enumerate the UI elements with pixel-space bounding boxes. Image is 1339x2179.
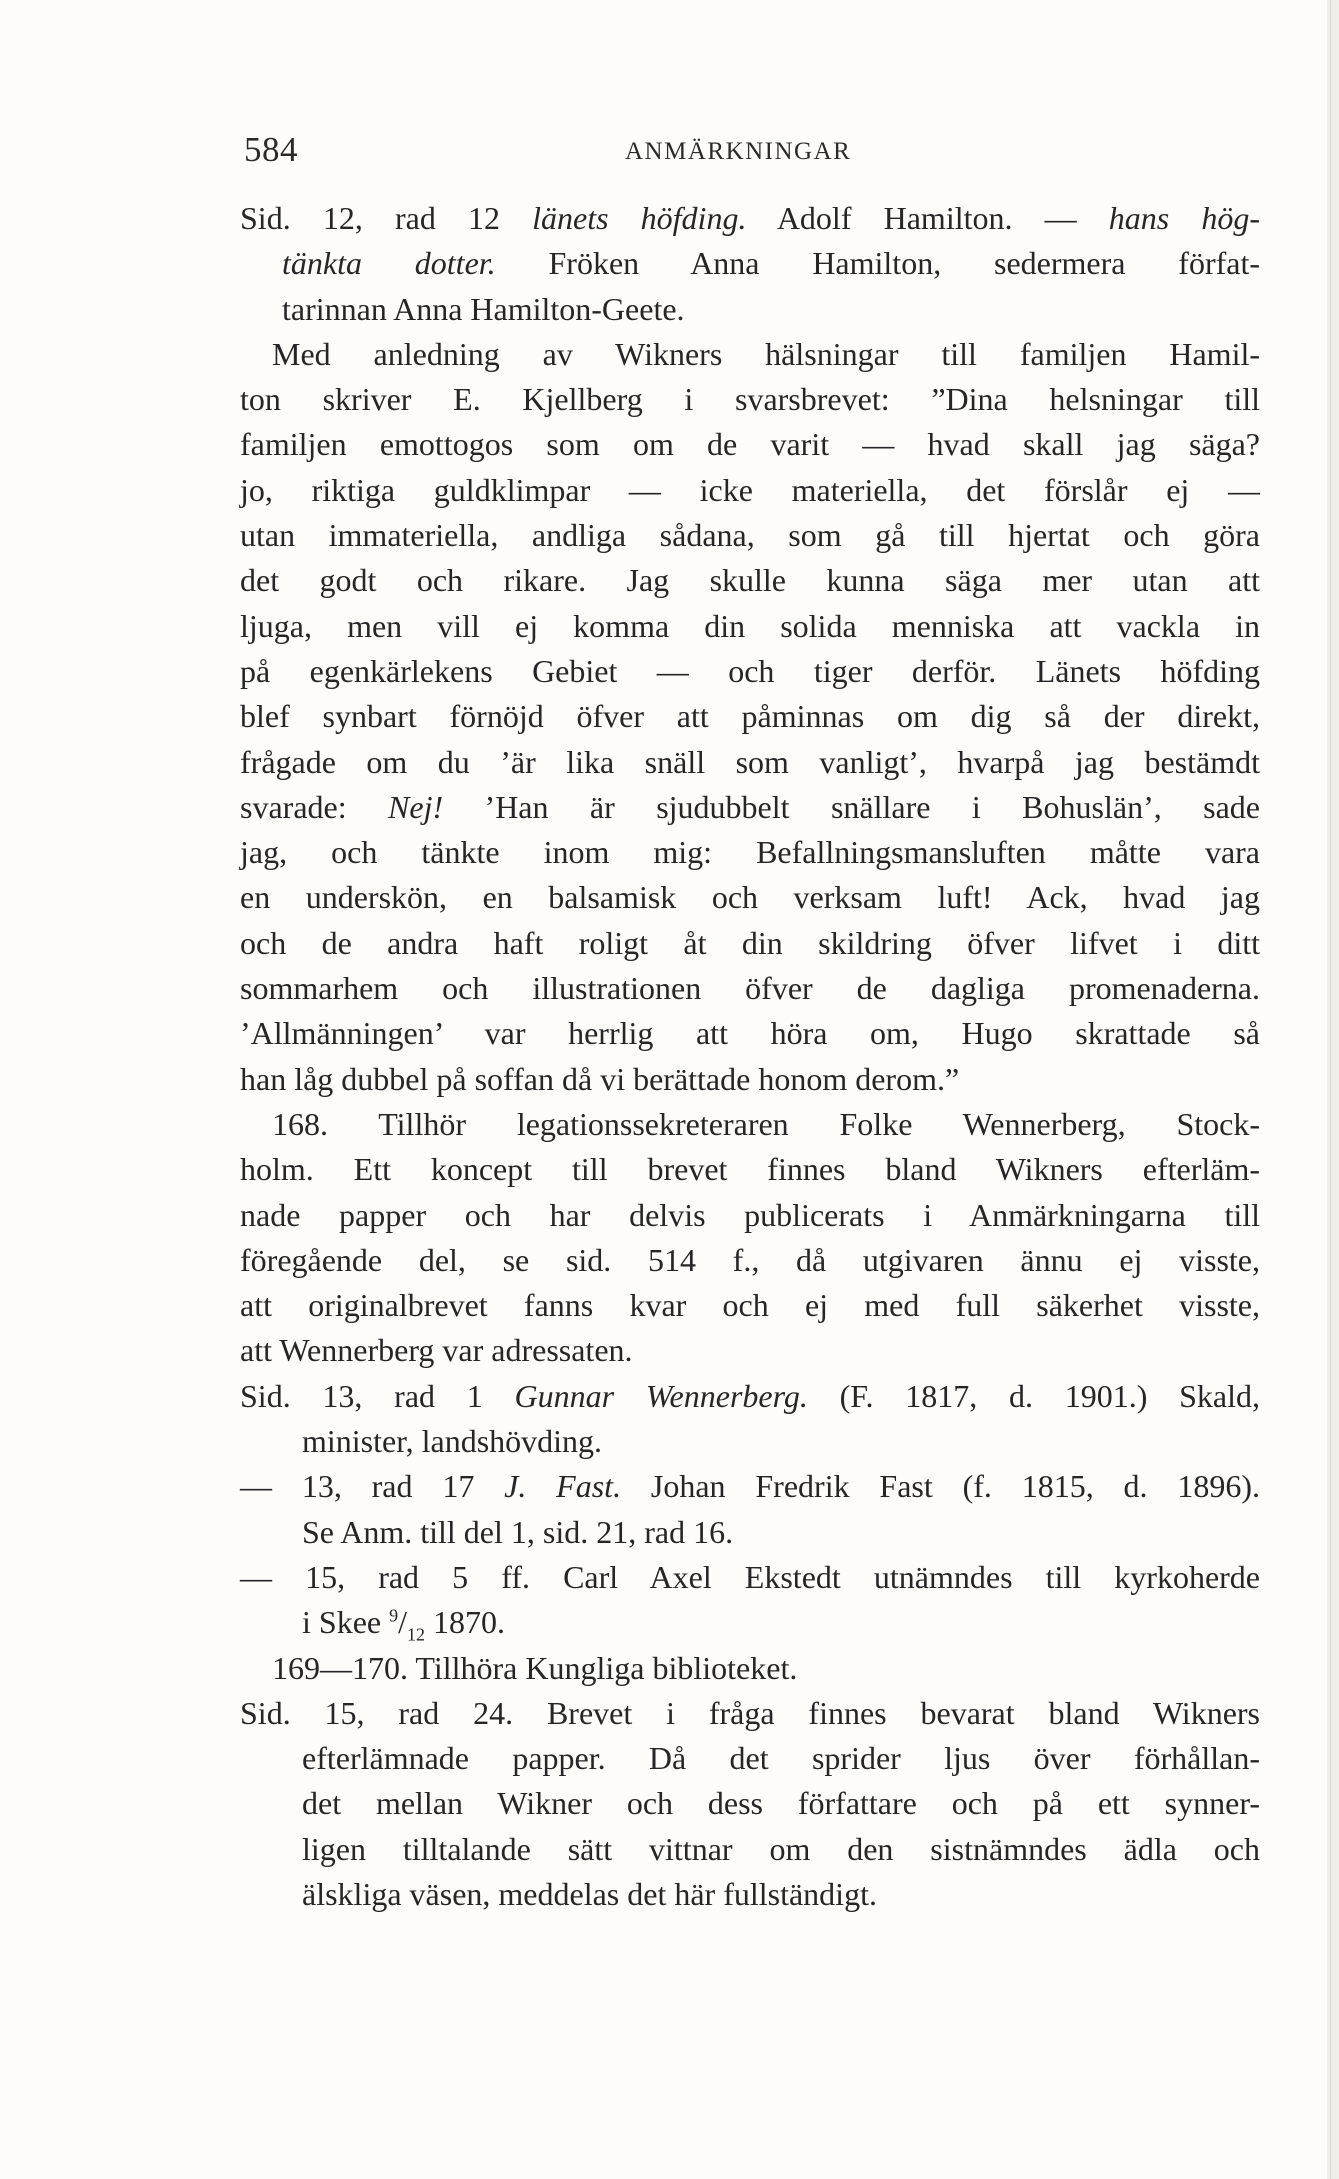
text-run: sommarhem och illustrationen öfver de dagliga promenaderna. xyxy=(240,970,1260,1007)
text-line xyxy=(240,513,1260,558)
text-line xyxy=(240,604,1260,649)
italic-text: hans hög- xyxy=(1108,200,1261,236)
text-line xyxy=(240,1736,1260,1781)
text-line xyxy=(240,1374,1260,1419)
text-line xyxy=(240,785,1260,830)
text-run: ’Han är sjudubbelt snällare i Bohuslän’, sade xyxy=(443,788,1261,825)
page-number: 584 xyxy=(244,130,298,169)
text-run: (F. 1817, d. 1901.) Skald, xyxy=(807,1377,1261,1414)
text-line xyxy=(240,1057,1260,1102)
text-line xyxy=(240,468,1260,513)
text-run: ligen tilltalande sätt vittnar om den sistnämndes ädla och xyxy=(302,1830,1260,1867)
text-run: — 15, rad 5 ff. Carl Axel Ekstedt utnämndes till kyrkoherde xyxy=(240,1558,1260,1595)
text-line xyxy=(240,1691,1260,1736)
text-line xyxy=(240,1464,1260,1509)
text-run: 169—170. Tillhöra Kungliga biblioteket. xyxy=(272,1649,798,1686)
text-run: jag, och tänkte inom mig: Befallningsmansluften måtte vara xyxy=(240,834,1260,871)
text-run: han låg dubbel på soffan då vi berättade honom derom.” xyxy=(240,1060,960,1097)
text-line xyxy=(240,1872,1260,1917)
page-edge xyxy=(1327,0,1339,2179)
text-line xyxy=(240,1646,1260,1691)
text-line xyxy=(240,830,1260,875)
text-run: Johan Fredrik Fast (f. 1815, d. 1896). xyxy=(621,1468,1261,1505)
italic-text: Nej! xyxy=(388,788,444,825)
text-line xyxy=(240,1600,1260,1645)
text-line xyxy=(240,1193,1260,1238)
subscript: 12 xyxy=(406,1624,425,1645)
text-run: minister, landshövding. xyxy=(302,1423,603,1460)
text-line xyxy=(240,966,1260,1011)
text-run: och de andra haft roligt åt din skildring öfver lifvet i ditt xyxy=(240,924,1260,961)
text-run: det mellan Wikner och dess författare och på ett synner- xyxy=(302,1785,1260,1822)
text-run: på egenkärlekens Gebiet — och tiger derför. Länets höfding xyxy=(240,652,1260,689)
text-line xyxy=(240,1011,1260,1056)
text-run: Sid. 12, rad 12 xyxy=(240,200,533,236)
text-run: Sid. 15, rad 24. Brevet i fråga finnes bevarat bland Wikners xyxy=(240,1694,1260,1731)
text-line xyxy=(240,377,1260,422)
italic-text: länets höfding. xyxy=(532,200,747,236)
text-line xyxy=(240,287,1260,332)
text-line xyxy=(240,921,1260,966)
text-run: ljuga, men vill ej komma din solida menniska att vackla in xyxy=(240,607,1260,644)
text-run: / xyxy=(398,1604,407,1641)
text-run: frågade om du ’är lika snäll som vanligt’, hvarpå jag bestämdt xyxy=(240,743,1260,780)
text-line xyxy=(240,875,1260,920)
text-run: älskliga väsen, meddelas det här fullständigt. xyxy=(302,1875,877,1912)
text-line xyxy=(240,1510,1260,1555)
running-head: ANMÄRKNINGAR xyxy=(625,138,852,165)
text-run: holm. Ett koncept till brevet finnes bland Wikners efterläm- xyxy=(240,1151,1260,1188)
text-run: ’Allmänningen’ var herrlig att höra om, Hugo skrattade så xyxy=(240,1015,1260,1052)
text-run: Se Anm. till del 1, sid. 21, rad 16. xyxy=(302,1513,734,1550)
italic-text: tänkta dotter. xyxy=(282,245,496,282)
text-run: 1870. xyxy=(424,1604,505,1641)
text-run: föregående del, se sid. 514 f., då utgivaren ännu ej visste, xyxy=(240,1241,1260,1278)
text-line xyxy=(240,1238,1260,1283)
italic-text: J. Fast. xyxy=(504,1468,622,1505)
text-run: nade papper och har delvis publicerats i Anmärkningarna till xyxy=(240,1196,1260,1233)
text-run: Adolf Hamilton. — xyxy=(746,200,1109,236)
text-run: det godt och rikare. Jag skulle kunna säga mer utan att xyxy=(240,562,1260,599)
text-run: efterlämnade papper. Då det sprider ljus över förhållan- xyxy=(302,1740,1260,1777)
text-line xyxy=(240,558,1260,603)
text-run: Sid. 13, rad 1 xyxy=(240,1377,515,1414)
text-run: att Wennerberg var adressaten. xyxy=(240,1332,633,1369)
text-line xyxy=(240,1147,1260,1192)
text-run: — 13, rad 17 xyxy=(240,1468,505,1505)
text-run: utan immateriella, andliga sådana, som gå till hjertat och göra xyxy=(240,517,1260,554)
text-run: familjen emottogos som om de varit — hvad skall jag säga? xyxy=(240,426,1260,463)
text-line xyxy=(240,1781,1260,1826)
text-line xyxy=(240,1102,1260,1147)
text-run: Med anledning av Wikners hälsningar till familjen Hamil- xyxy=(272,335,1260,372)
text-line xyxy=(240,694,1260,739)
text-line xyxy=(240,422,1260,467)
text-run: blef synbart förnöjd öfver att påminnas om dig så der direkt, xyxy=(240,698,1260,735)
text-run: tarinnan Anna Hamilton-Geete. xyxy=(282,290,685,327)
text-run: en underskön, en balsamisk och verksam luft! Ack, hvad jag xyxy=(240,879,1260,916)
text-line xyxy=(240,196,1260,241)
text-line xyxy=(240,740,1260,785)
text-run: ton skriver E. Kjellberg i svarsbrevet: ”Dina helsningar till xyxy=(240,381,1260,418)
text-line xyxy=(240,1328,1260,1373)
text-line xyxy=(240,1419,1260,1464)
text-run: att originalbrevet fanns kvar och ej med full säkerhet visste, xyxy=(240,1287,1260,1324)
text-run: jo, riktiga guldklimpar — icke materiella, det förslår ej — xyxy=(240,471,1260,508)
text-line xyxy=(240,332,1260,377)
page-header xyxy=(240,130,1260,180)
annotation-text xyxy=(240,196,1260,1917)
text-line xyxy=(240,241,1260,286)
text-run: Fröken Anna Hamilton, sedermera förfat- xyxy=(495,245,1261,282)
text-line xyxy=(240,649,1260,694)
text-run: 168. Tillhör legationssekreteraren Folke Wennerberg, Stock- xyxy=(272,1105,1260,1142)
text-line xyxy=(240,1283,1260,1328)
superscript: 9 xyxy=(389,1605,399,1626)
text-line xyxy=(240,1555,1260,1600)
text-run: svarade: xyxy=(240,788,389,825)
text-line xyxy=(240,1827,1260,1872)
text-run: i Skee xyxy=(302,1604,390,1641)
italic-text: Gunnar Wennerberg. xyxy=(514,1377,808,1414)
